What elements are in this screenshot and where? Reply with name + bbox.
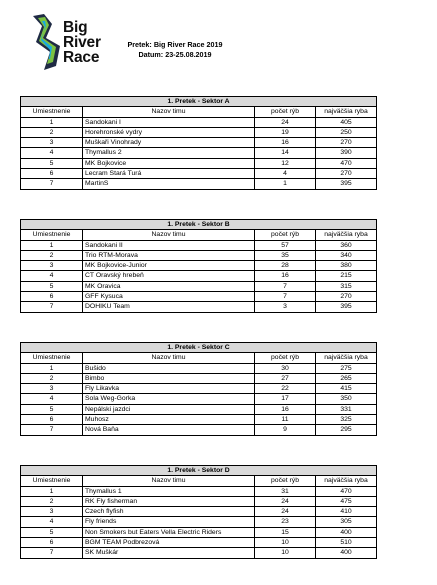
place-cell: 2	[21, 250, 83, 260]
fish-count-cell: 27	[255, 373, 316, 383]
biggest-fish-cell: 400	[316, 548, 377, 558]
fish-count-cell: 35	[255, 250, 316, 260]
biggest-fish-cell: 270	[316, 138, 377, 148]
fish-count-cell: 4	[255, 169, 316, 179]
column-header-team: Nazov timu	[83, 107, 255, 117]
fish-count-cell: 16	[255, 138, 316, 148]
fish-count-cell: 16	[255, 271, 316, 281]
biggest-fish-cell: 270	[316, 292, 377, 302]
sector-table-3	[20, 342, 376, 436]
biggest-fish-cell: 470	[316, 486, 377, 496]
team-name-cell: SK Muškár	[83, 548, 255, 558]
place-cell: 4	[21, 517, 83, 527]
sector-table-2	[20, 219, 376, 313]
event-info	[120, 40, 230, 60]
biggest-fish-cell: 410	[316, 507, 377, 517]
team-name-cell: BGM TEAM Podbrezová	[83, 538, 255, 548]
column-header-biggest-fish: najväčšia ryba	[316, 476, 377, 486]
biggest-fish-cell: 390	[316, 148, 377, 158]
table-row	[21, 425, 377, 435]
biggest-fish-cell: 395	[316, 302, 377, 312]
fish-count-cell: 14	[255, 148, 316, 158]
team-name-cell: MartinS	[83, 179, 255, 189]
team-name-cell: Bimbo	[83, 373, 255, 383]
fish-count-cell: 7	[255, 281, 316, 291]
logo-line-3: Race	[63, 49, 100, 66]
team-name-cell: MK Bojkovice-Junior	[83, 261, 255, 271]
table-row	[21, 169, 377, 179]
biggest-fish-cell: 270	[316, 169, 377, 179]
table-row	[21, 394, 377, 404]
team-name-cell: MK Oravica	[83, 281, 255, 291]
fish-count-cell: 9	[255, 425, 316, 435]
column-header-fish-count: počet rýb	[255, 107, 316, 117]
table-row	[21, 250, 377, 260]
team-name-cell: Sola Weg-Gorka	[83, 394, 255, 404]
team-name-cell: Thymallus 2	[83, 148, 255, 158]
biggest-fish-cell: 470	[316, 158, 377, 168]
fish-count-cell: 24	[255, 496, 316, 506]
table-row	[21, 138, 377, 148]
column-header-team: Nazov timu	[83, 476, 255, 486]
column-header-row	[21, 230, 377, 240]
place-cell: 5	[21, 404, 83, 414]
fish-count-cell: 57	[255, 240, 316, 250]
table-row	[21, 261, 377, 271]
column-header-row	[21, 107, 377, 117]
column-header-row	[21, 476, 377, 486]
table-row	[21, 117, 377, 127]
team-name-cell: Bušido	[83, 363, 255, 373]
fish-count-cell: 30	[255, 363, 316, 373]
fish-count-cell: 31	[255, 486, 316, 496]
team-name-cell: Sandokani II	[83, 240, 255, 250]
sector-title: 1. Pretek - Sektor C	[21, 343, 377, 353]
column-header-row	[21, 353, 377, 363]
team-name-cell: Non Smokers but Eaters Vella Electric Riders	[83, 527, 255, 537]
biggest-fish-cell: 215	[316, 271, 377, 281]
event-name: Pretek: Big River Race 2019	[127, 40, 223, 49]
place-cell: 3	[21, 507, 83, 517]
place-cell: 2	[21, 496, 83, 506]
team-name-cell: Trio RTM-Morava	[83, 250, 255, 260]
team-name-cell: Lecram Stará Turá	[83, 169, 255, 179]
table-row	[21, 148, 377, 158]
biggest-fish-cell: 250	[316, 127, 377, 137]
table-row	[21, 415, 377, 425]
sector-title: 1. Pretek - Sektor B	[21, 220, 377, 230]
biggest-fish-cell: 265	[316, 373, 377, 383]
place-cell: 6	[21, 415, 83, 425]
column-header-team: Nazov timu	[83, 353, 255, 363]
table-row	[21, 158, 377, 168]
team-name-cell: Fly Likavka	[83, 384, 255, 394]
table-row	[21, 240, 377, 250]
table-row	[21, 373, 377, 383]
table-row	[21, 496, 377, 506]
results-table	[20, 219, 377, 313]
page-header	[30, 12, 410, 80]
team-name-cell: Muškaři Vinohrady	[83, 138, 255, 148]
fish-count-cell: 24	[255, 507, 316, 517]
table-row	[21, 363, 377, 373]
team-name-cell: Thymallus 1	[83, 486, 255, 496]
fish-count-cell: 19	[255, 127, 316, 137]
place-cell: 3	[21, 138, 83, 148]
place-cell: 7	[21, 302, 83, 312]
column-header-team: Nazov timu	[83, 230, 255, 240]
place-cell: 6	[21, 538, 83, 548]
biggest-fish-cell: 380	[316, 261, 377, 271]
place-cell: 4	[21, 394, 83, 404]
team-name-cell: Fly friends	[83, 517, 255, 527]
big-river-race-logo	[30, 12, 112, 78]
fish-count-cell: 23	[255, 517, 316, 527]
table-row	[21, 548, 377, 558]
column-header-place: Umiestnenie	[21, 476, 83, 486]
fish-count-cell: 24	[255, 117, 316, 127]
place-cell: 6	[21, 169, 83, 179]
place-cell: 2	[21, 127, 83, 137]
biggest-fish-cell: 360	[316, 240, 377, 250]
logo-line-2: River	[63, 34, 101, 51]
biggest-fish-cell: 510	[316, 538, 377, 548]
results-table	[20, 465, 377, 559]
column-header-place: Umiestnenie	[21, 353, 83, 363]
column-header-place: Umiestnenie	[21, 107, 83, 117]
place-cell: 4	[21, 271, 83, 281]
fish-count-cell: 28	[255, 261, 316, 271]
logo-wordmark	[63, 20, 101, 65]
table-row	[21, 292, 377, 302]
biggest-fish-cell: 325	[316, 415, 377, 425]
biggest-fish-cell: 395	[316, 179, 377, 189]
team-name-cell: Nepálski jazdci	[83, 404, 255, 414]
table-row	[21, 127, 377, 137]
fish-count-cell: 22	[255, 384, 316, 394]
fish-count-cell: 1	[255, 179, 316, 189]
place-cell: 7	[21, 425, 83, 435]
place-cell: 4	[21, 148, 83, 158]
team-name-cell: DOHIKU Team	[83, 302, 255, 312]
table-row	[21, 179, 377, 189]
sector-title: 1. Pretek - Sektor D	[21, 466, 377, 476]
sector-table-1	[20, 96, 376, 190]
fish-count-cell: 11	[255, 415, 316, 425]
event-date: Datum: 23-25.08.2019	[138, 50, 212, 59]
table-row	[21, 302, 377, 312]
place-cell: 5	[21, 527, 83, 537]
biggest-fish-cell: 350	[316, 394, 377, 404]
fish-count-cell: 15	[255, 527, 316, 537]
biggest-fish-cell: 295	[316, 425, 377, 435]
team-name-cell: Sandokani I	[83, 117, 255, 127]
fish-count-cell: 16	[255, 404, 316, 414]
column-header-fish-count: počet rýb	[255, 353, 316, 363]
table-row	[21, 527, 377, 537]
team-name-cell: CT Oravský hrebeň	[83, 271, 255, 281]
fish-count-cell: 10	[255, 548, 316, 558]
team-name-cell: Muhosz	[83, 415, 255, 425]
place-cell: 7	[21, 179, 83, 189]
place-cell: 3	[21, 384, 83, 394]
results-table	[20, 342, 377, 436]
place-cell: 2	[21, 373, 83, 383]
table-row	[21, 538, 377, 548]
team-name-cell: Horehronské vydry	[83, 127, 255, 137]
place-cell: 1	[21, 240, 83, 250]
table-row	[21, 281, 377, 291]
column-header-biggest-fish: najväčšia ryba	[316, 230, 377, 240]
place-cell: 7	[21, 548, 83, 558]
team-name-cell: GFF Kysuca	[83, 292, 255, 302]
place-cell: 5	[21, 158, 83, 168]
biggest-fish-cell: 340	[316, 250, 377, 260]
results-table	[20, 96, 377, 190]
table-row	[21, 404, 377, 414]
sector-title: 1. Pretek - Sektor A	[21, 97, 377, 107]
column-header-biggest-fish: najväčšia ryba	[316, 353, 377, 363]
column-header-biggest-fish: najväčšia ryba	[316, 107, 377, 117]
place-cell: 3	[21, 261, 83, 271]
biggest-fish-cell: 331	[316, 404, 377, 414]
column-header-place: Umiestnenie	[21, 230, 83, 240]
place-cell: 6	[21, 292, 83, 302]
biggest-fish-cell: 415	[316, 384, 377, 394]
column-header-fish-count: počet rýb	[255, 476, 316, 486]
biggest-fish-cell: 275	[316, 363, 377, 373]
team-name-cell: RK Fly fisherman	[83, 496, 255, 506]
biggest-fish-cell: 475	[316, 496, 377, 506]
team-name-cell: Nová Baňa	[83, 425, 255, 435]
biggest-fish-cell: 305	[316, 517, 377, 527]
fish-count-cell: 12	[255, 158, 316, 168]
team-name-cell: MK Bojkovice	[83, 158, 255, 168]
place-cell: 1	[21, 363, 83, 373]
place-cell: 5	[21, 281, 83, 291]
biggest-fish-cell: 405	[316, 117, 377, 127]
place-cell: 1	[21, 486, 83, 496]
table-row	[21, 517, 377, 527]
fish-count-cell: 17	[255, 394, 316, 404]
fish-count-cell: 7	[255, 292, 316, 302]
place-cell: 1	[21, 117, 83, 127]
sector-table-4	[20, 465, 376, 559]
biggest-fish-cell: 315	[316, 281, 377, 291]
table-row	[21, 271, 377, 281]
fish-count-cell: 3	[255, 302, 316, 312]
biggest-fish-cell: 400	[316, 527, 377, 537]
team-name-cell: Czech flyfish	[83, 507, 255, 517]
fish-count-cell: 10	[255, 538, 316, 548]
table-row	[21, 507, 377, 517]
column-header-fish-count: počet rýb	[255, 230, 316, 240]
logo-line-1: Big	[63, 19, 88, 36]
table-row	[21, 384, 377, 394]
table-row	[21, 486, 377, 496]
